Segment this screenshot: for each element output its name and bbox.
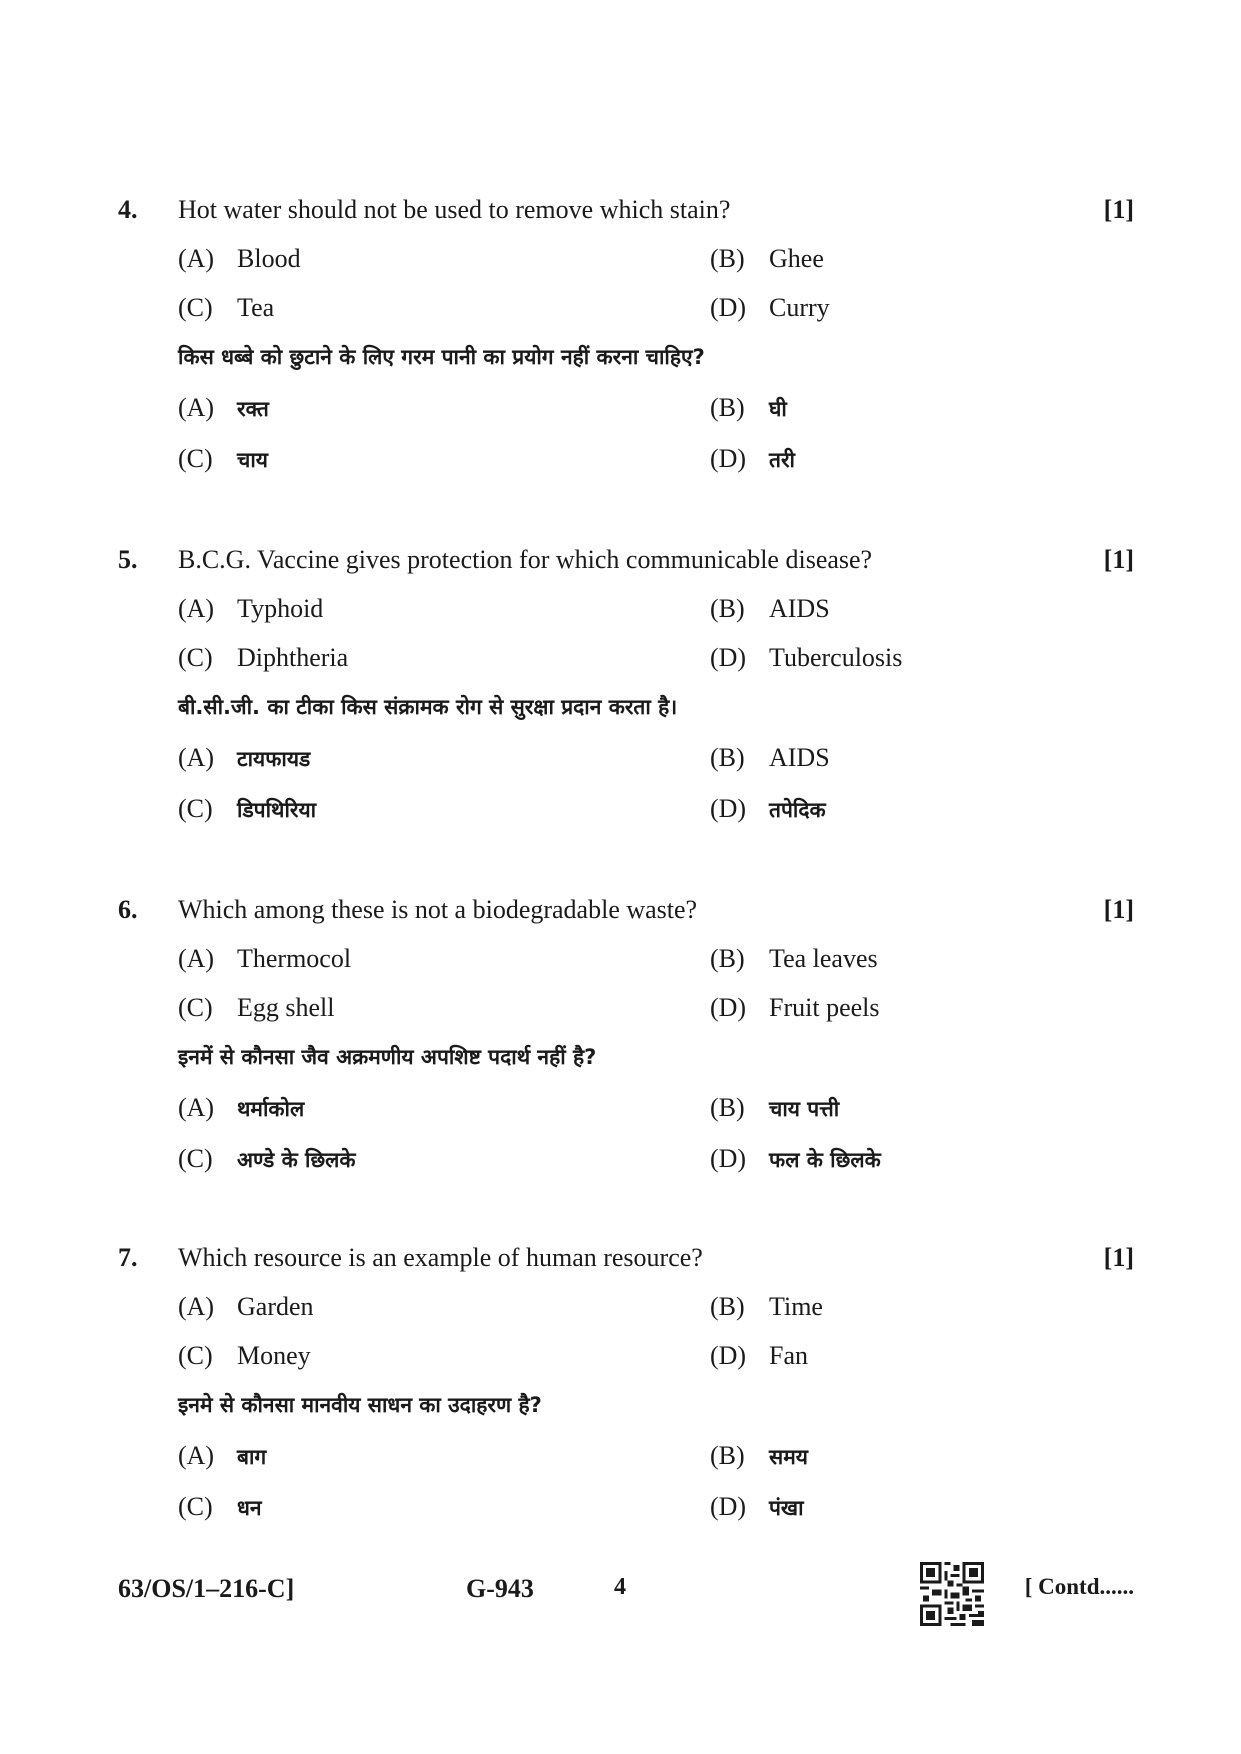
question-line (118, 190, 1134, 230)
option-a-hindi: (A) रक्त (178, 393, 269, 422)
option-row (118, 633, 1134, 682)
question-text-english: Hot water should not be used to remove which stain? (178, 195, 731, 224)
question-text-hindi: किस धब्बे को छुटाने के लिए गरम पानी का प्रयोग नहीं करना चाहिए? (178, 345, 705, 369)
question-marks: [1] (1103, 895, 1134, 924)
question-number: 6. (118, 895, 138, 924)
option-c-hindi: (C) अण्डे के छिलके (178, 1144, 356, 1173)
option-row (118, 433, 1134, 484)
option-d-hindi: (D) तरी (710, 444, 795, 473)
question-5 (118, 540, 1134, 834)
question-line (118, 890, 1134, 930)
option-d-hindi: (D) फल के छिलके (710, 1144, 881, 1173)
option-b: (B) Tea leaves (710, 944, 878, 973)
question-6 (118, 890, 1134, 1184)
option-c: (C) Tea (178, 293, 275, 322)
option-a: (A) Thermocol (178, 944, 352, 973)
option-row (118, 783, 1134, 834)
option-c-hindi: (C) चाय (178, 444, 268, 473)
option-b-hindi: (B) AIDS (710, 743, 830, 772)
option-row (118, 1430, 1134, 1481)
option-c: (C) Egg shell (178, 993, 335, 1022)
option-row (118, 1331, 1134, 1380)
option-c: (C) Money (178, 1341, 311, 1370)
option-row (118, 234, 1134, 283)
option-d-hindi: (D) पंखा (710, 1492, 804, 1521)
paper-code: 63/OS/1–216-C] (118, 1574, 295, 1603)
question-marks: [1] (1103, 545, 1134, 574)
question-line (118, 540, 1134, 580)
option-row (118, 934, 1134, 983)
option-d-hindi: (D) तपेदिक (710, 794, 826, 823)
question-number: 5. (118, 545, 138, 574)
option-b: (B) Time (710, 1292, 823, 1321)
option-b: (B) Ghee (710, 244, 824, 273)
question-text-hindi: इनमे से कौनसा मानवीय साधन का उदाहरण है? (178, 1393, 542, 1417)
option-a-hindi: (A) टायफायड (178, 743, 311, 772)
option-d: (D) Fan (710, 1341, 808, 1370)
page-footer (118, 1562, 1134, 1622)
question-marks: [1] (1103, 195, 1134, 224)
option-a-hindi: (A) बाग (178, 1441, 267, 1470)
question-number: 4. (118, 195, 138, 224)
option-row (118, 983, 1134, 1032)
option-row (118, 732, 1134, 783)
option-row (118, 1481, 1134, 1532)
option-row (118, 584, 1134, 633)
option-c-hindi: (C) धन (178, 1492, 262, 1521)
option-b-hindi: (B) समय (710, 1441, 808, 1470)
question-line (118, 1238, 1134, 1278)
question-marks: [1] (1103, 1243, 1134, 1272)
question-4 (118, 190, 1134, 484)
question-text-english: Which resource is an example of human resource? (178, 1243, 703, 1272)
question-text-hindi: बी.सी.जी. का टीका किस संक्रामक रोग से सुरक्षा प्रदान करता है। (178, 695, 678, 719)
option-a: (A) Blood (178, 244, 301, 273)
page-number: 4 (614, 1574, 626, 1600)
question-text-english: B.C.G. Vaccine gives protection for which communicable disease? (178, 545, 873, 574)
option-row (118, 283, 1134, 332)
question-text-hindi: इनमें से कौनसा जैव अक्रमणीय अपशिष्ट पदार्थ नहीं है? (178, 1045, 597, 1069)
option-a-hindi: (A) थर्माकोल (178, 1093, 305, 1122)
question-text-english: Which among these is not a biodegradable waste? (178, 895, 698, 924)
option-row (118, 382, 1134, 433)
option-row (118, 1133, 1134, 1184)
option-d: (D) Fruit peels (710, 993, 880, 1022)
option-b-hindi: (B) घी (710, 393, 787, 422)
series-code: G-943 (466, 1574, 534, 1603)
option-b: (B) AIDS (710, 594, 830, 623)
option-a: (A) Garden (178, 1292, 314, 1321)
option-row (118, 1082, 1134, 1133)
continued-label: [ Contd...... (1024, 1574, 1134, 1599)
option-row (118, 1282, 1134, 1331)
qr-code-icon (920, 1562, 984, 1626)
question-number: 7. (118, 1243, 138, 1272)
option-a: (A) Typhoid (178, 594, 324, 623)
option-d: (D) Tuberculosis (710, 643, 903, 672)
option-d: (D) Curry (710, 293, 830, 322)
option-c: (C) Diphtheria (178, 643, 349, 672)
option-b-hindi: (B) चाय पत्ती (710, 1093, 840, 1122)
question-7 (118, 1238, 1134, 1532)
option-c-hindi: (C) डिपथिरिया (178, 794, 317, 823)
